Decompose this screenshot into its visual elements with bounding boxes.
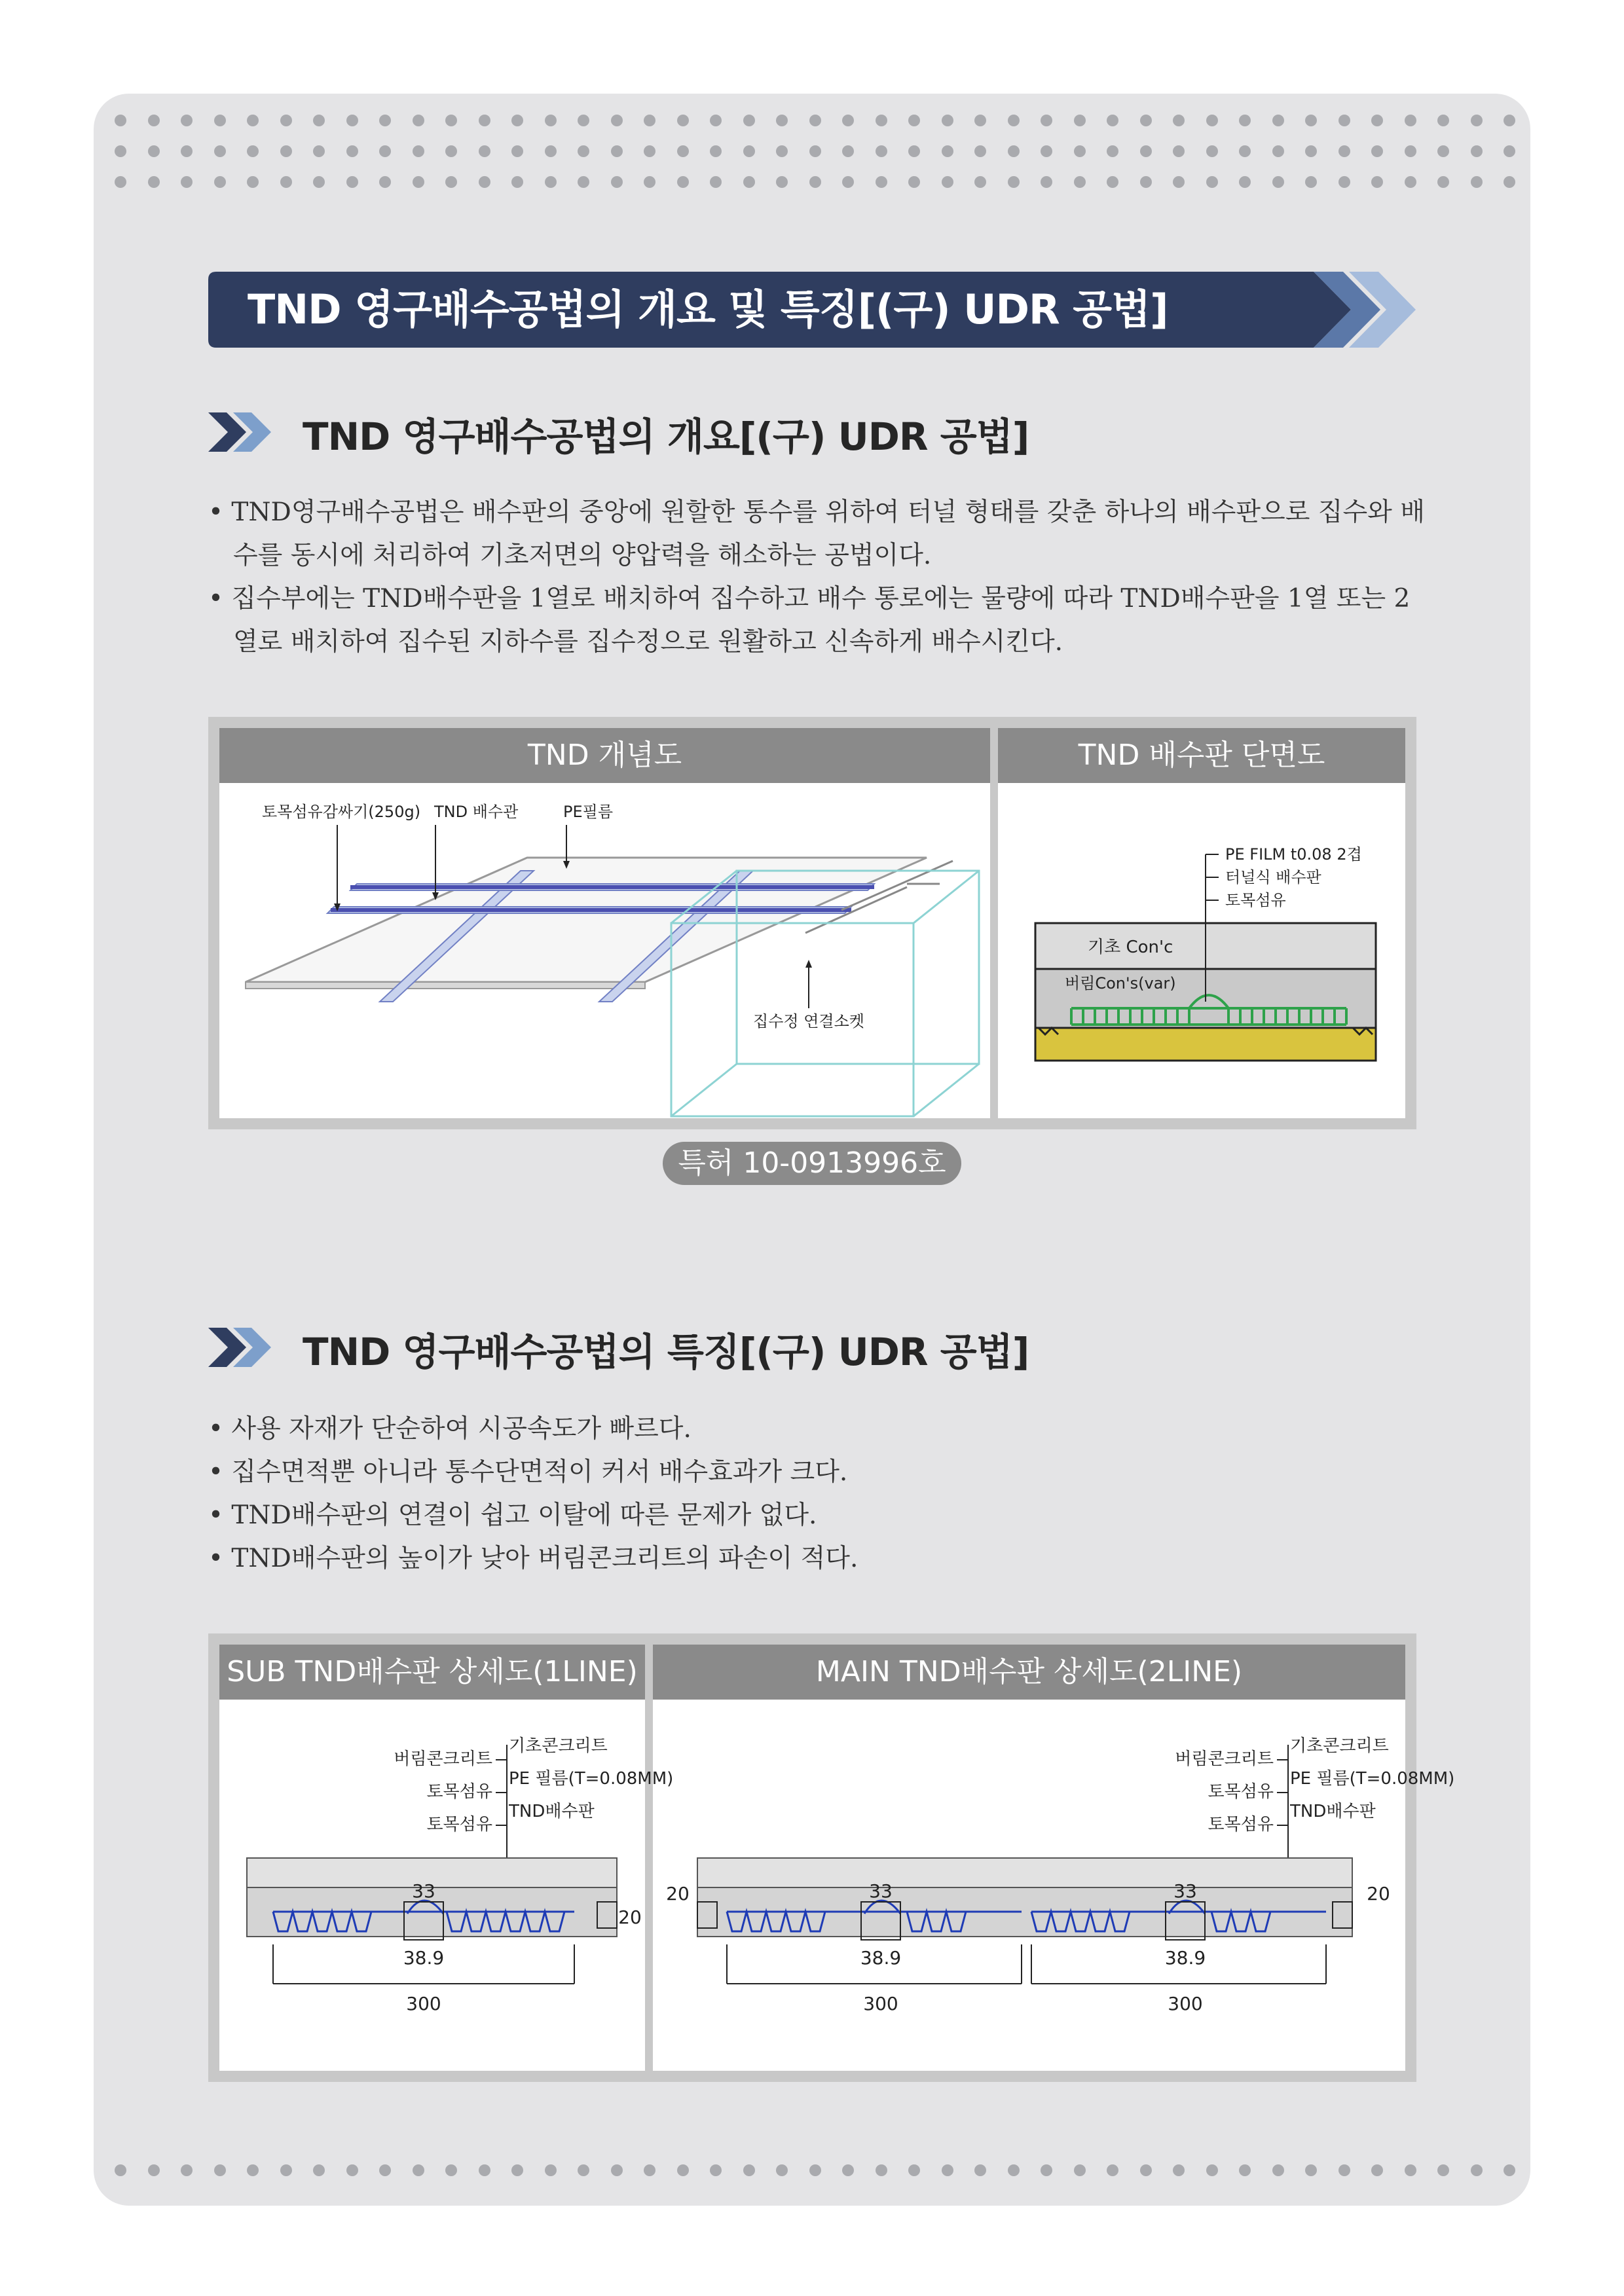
dot [974, 2164, 986, 2176]
sub-dim-20: 20 [618, 1906, 642, 1928]
dot [1504, 115, 1515, 126]
dot [776, 145, 788, 157]
main-label-geo2: 토목섬유 [1208, 1815, 1274, 1834]
dot [346, 176, 358, 188]
chevron-icon [208, 1328, 280, 1367]
dot [942, 145, 953, 157]
dot [1041, 145, 1052, 157]
dot [346, 2164, 358, 2176]
dot [908, 2164, 920, 2176]
dot [181, 2164, 193, 2176]
dot [1239, 2164, 1251, 2176]
dot [1041, 115, 1052, 126]
dot [247, 115, 259, 126]
dot [214, 145, 226, 157]
section1-bullet-1: • TND영구배수공법은 배수판의 중앙에 원할한 통수를 위하여 터널 형태를 갖춘 하나의 배수판으로 집수와 배수를 동시에 처리하여 기초저면의 양압력을 해소하는 공법이다. [208, 498, 1425, 570]
dot [545, 2164, 557, 2176]
dot [1437, 145, 1449, 157]
dot [1173, 115, 1185, 126]
dot [1074, 115, 1086, 126]
dot [280, 176, 292, 188]
dot [942, 176, 953, 188]
dot [1074, 145, 1086, 157]
dot [644, 145, 655, 157]
dot [479, 145, 490, 157]
dot [413, 2164, 424, 2176]
dot [115, 176, 126, 188]
dot [1471, 145, 1483, 157]
dot [1305, 2164, 1317, 2176]
dot [1074, 2164, 1086, 2176]
dot [379, 145, 391, 157]
dot [809, 115, 821, 126]
dot [1305, 145, 1317, 157]
dot [974, 115, 986, 126]
dot [908, 115, 920, 126]
dot [776, 176, 788, 188]
sub-label-lean: 버림콘크리트 [394, 1749, 492, 1769]
dot [1338, 115, 1350, 126]
main-label-board: TND배수판 [1290, 1802, 1376, 1821]
section1-title: TND 영구배수공법의 개요[(구) UDR 공법] [303, 414, 1029, 459]
section-header: TND 배수판 단면도 [998, 728, 1405, 783]
dot [611, 115, 623, 126]
dot [479, 115, 490, 126]
main-label-lean: 버림콘크리트 [1175, 1749, 1274, 1769]
label-pe-film: PE필름 [563, 803, 614, 821]
dot [578, 115, 589, 126]
dot [148, 145, 160, 157]
dot [611, 2164, 623, 2176]
dot [1107, 2164, 1118, 2176]
dot [214, 2164, 226, 2176]
dot [743, 2164, 755, 2176]
dot [776, 2164, 788, 2176]
main-detail-drawing [661, 1728, 1455, 2043]
dot [1338, 145, 1350, 157]
dot [1008, 115, 1020, 126]
dot [148, 2164, 160, 2176]
dot [611, 145, 623, 157]
dot [1405, 145, 1416, 157]
main-detail-header: MAIN TND배수판 상세도(2LINE) [653, 1645, 1405, 1700]
dot [379, 2164, 391, 2176]
dot [346, 145, 358, 157]
dot [710, 115, 722, 126]
dot [181, 176, 193, 188]
dot [578, 145, 589, 157]
dot [346, 115, 358, 126]
dot [842, 145, 854, 157]
dot [511, 145, 523, 157]
dot [842, 2164, 854, 2176]
section2-bullet-4: • TND배수판의 높이가 낮아 버림콘크리트의 파손이 적다. [208, 1544, 858, 1573]
main-dim-300-right: 300 [1168, 1993, 1203, 2014]
sub-dim-33: 33 [412, 1880, 435, 1902]
dot [809, 145, 821, 157]
dot [1140, 145, 1152, 157]
dot [1008, 176, 1020, 188]
dot [1471, 176, 1483, 188]
section2-title: TND 영구배수공법의 특징[(구) UDR 공법] [303, 1330, 1029, 1374]
dot [1107, 176, 1118, 188]
dot [908, 145, 920, 157]
main-dim-20-left: 20 [666, 1883, 690, 1904]
dot [1437, 2164, 1449, 2176]
dot [313, 145, 325, 157]
dot [908, 176, 920, 188]
dot [776, 115, 788, 126]
dot [710, 145, 722, 157]
dot [1107, 145, 1118, 157]
dot [1206, 2164, 1218, 2176]
dot [710, 2164, 722, 2176]
top-dot-pattern [115, 115, 1537, 207]
patent-badge: 특허 10-0913996호 [663, 1142, 961, 1185]
dot [677, 176, 689, 188]
dot [280, 145, 292, 157]
label-pe-film-section: PE FILM t0.08 2겹 [1225, 845, 1362, 864]
dot [974, 176, 986, 188]
dot [1272, 2164, 1284, 2176]
main-label-pe: PE 필름(T=0.08MM) [1290, 1769, 1455, 1789]
dot [1008, 2164, 1020, 2176]
dot [1405, 176, 1416, 188]
dot [842, 176, 854, 188]
dot [247, 145, 259, 157]
main-label-foundation: 기초콘크리트 [1290, 1736, 1389, 1756]
dot [1206, 145, 1218, 157]
sub-detail-header: SUB TND배수판 상세도(1LINE) [219, 1645, 645, 1700]
dot [1239, 145, 1251, 157]
label-geotextile-section: 토목섬유 [1225, 891, 1286, 909]
sub-dim-300: 300 [406, 1993, 441, 2014]
label-socket: 집수정 연결소켓 [753, 1012, 864, 1030]
label-lean-concrete: 버림Con's(var) [1065, 974, 1176, 993]
main-dim-389-left: 38.9 [860, 1947, 902, 1969]
dot [1371, 115, 1383, 126]
dot [445, 2164, 457, 2176]
dot [743, 176, 755, 188]
dot [942, 115, 953, 126]
dot [1140, 115, 1152, 126]
dot [280, 2164, 292, 2176]
dot [876, 176, 887, 188]
dot [644, 2164, 655, 2176]
concept-diagram [219, 786, 990, 1113]
dot [677, 2164, 689, 2176]
dot [578, 176, 589, 188]
main-dim-300-left: 300 [863, 1993, 898, 2014]
sub-label-geo2: 토목섬유 [426, 1815, 492, 1834]
sub-label-pe: PE 필름(T=0.08MM) [509, 1769, 674, 1789]
dot [214, 115, 226, 126]
dot [379, 176, 391, 188]
dot [1173, 176, 1185, 188]
dot [115, 2164, 126, 2176]
dot [1471, 2164, 1483, 2176]
dot [1239, 176, 1251, 188]
dot [1041, 176, 1052, 188]
dot [479, 2164, 490, 2176]
sub-label-foundation: 기초콘크리트 [509, 1736, 608, 1756]
dot [511, 2164, 523, 2176]
dot [809, 2164, 821, 2176]
dot [1471, 115, 1483, 126]
dot [445, 176, 457, 188]
dot [1371, 145, 1383, 157]
dot [1305, 115, 1317, 126]
dot [644, 176, 655, 188]
dot [1173, 145, 1185, 157]
dot [743, 145, 755, 157]
dot [1239, 115, 1251, 126]
dot [1437, 176, 1449, 188]
dot [1272, 115, 1284, 126]
section1-body [208, 491, 1426, 664]
dot [313, 115, 325, 126]
dot [214, 176, 226, 188]
main-label-geo1: 토목섬유 [1208, 1782, 1274, 1802]
section2-bullet-3: • TND배수판의 연결이 쉽고 이탈에 따른 문제가 없다. [208, 1501, 817, 1530]
dot [413, 145, 424, 157]
dot [1041, 2164, 1052, 2176]
label-tunnel-board: 터널식 배수판 [1225, 868, 1321, 886]
dot [1140, 2164, 1152, 2176]
dot [876, 145, 887, 157]
dot [545, 176, 557, 188]
dot [1272, 176, 1284, 188]
dot [644, 115, 655, 126]
dot [181, 145, 193, 157]
dot [313, 176, 325, 188]
dot [743, 115, 755, 126]
dot [710, 176, 722, 188]
dot [511, 115, 523, 126]
dot [1107, 115, 1118, 126]
dot [115, 115, 126, 126]
dot [413, 115, 424, 126]
dot [942, 2164, 953, 2176]
dot [578, 2164, 589, 2176]
label-pipe: TND 배수관 [434, 803, 519, 821]
dot [1338, 176, 1350, 188]
dot [148, 115, 160, 126]
dot [545, 115, 557, 126]
dot [1206, 115, 1218, 126]
dot [1173, 2164, 1185, 2176]
chevron-icon [208, 412, 280, 452]
dot [1074, 176, 1086, 188]
dot [1272, 145, 1284, 157]
dot [148, 176, 160, 188]
main-dim-33-left: 33 [869, 1880, 893, 1902]
dot [677, 145, 689, 157]
dot [181, 115, 193, 126]
section2-bullet-2: • 집수면적뿐 아니라 통수단면적이 커서 배수효과가 크다. [208, 1457, 848, 1487]
dot [809, 176, 821, 188]
concept-header: TND 개념도 [219, 728, 990, 783]
dot [511, 176, 523, 188]
dot [876, 115, 887, 126]
dot [1371, 176, 1383, 188]
dot [611, 176, 623, 188]
dot [1008, 145, 1020, 157]
main-dim-20-right: 20 [1367, 1883, 1390, 1904]
sub-dim-389: 38.9 [403, 1947, 445, 1969]
dot [1206, 176, 1218, 188]
dot [974, 145, 986, 157]
main-dim-33-right: 33 [1173, 1880, 1197, 1902]
dot [876, 2164, 887, 2176]
dot [1405, 2164, 1416, 2176]
dot [1504, 176, 1515, 188]
dot [1140, 176, 1152, 188]
sub-label-geo1: 토목섬유 [426, 1782, 492, 1802]
dot [247, 2164, 259, 2176]
dot [280, 115, 292, 126]
dot [1338, 2164, 1350, 2176]
dot [545, 145, 557, 157]
label-foundation: 기초 Con'c [1088, 938, 1173, 957]
dot [677, 115, 689, 126]
dot [1504, 2164, 1515, 2176]
section2-bullet-1: • 사용 자재가 단순하여 시공속도가 빠르다. [208, 1414, 692, 1444]
section-diagram [1009, 786, 1415, 1113]
dot [1305, 176, 1317, 188]
dot [247, 176, 259, 188]
dot [445, 145, 457, 157]
dot [313, 2164, 325, 2176]
dot [1437, 115, 1449, 126]
dot [1371, 2164, 1383, 2176]
sub-detail-drawing [231, 1728, 674, 2043]
section2-body [208, 1408, 1426, 1580]
dot [1405, 115, 1416, 126]
dot [379, 115, 391, 126]
dot [479, 176, 490, 188]
dot [1504, 145, 1515, 157]
main-dim-389-right: 38.9 [1164, 1947, 1206, 1969]
dot [842, 115, 854, 126]
bottom-dot-pattern [115, 2164, 1537, 2195]
banner-title: TND 영구배수공법의 개요 및 특징[(구) UDR 공법] [248, 285, 1168, 333]
dot [115, 145, 126, 157]
dot [445, 115, 457, 126]
label-geotextile: 토목섬유감싸기(250g) [262, 803, 421, 821]
section1-bullet-2: • 집수부에는 TND배수판을 1열로 배치하여 집수하고 배수 통로에는 물량에 따라 TND배수판을 1열 또는 2열로 배치하여 집수된 지하수를 집수정으로 원활하고 신속하게 배수시킨다. [208, 584, 1411, 657]
dot [413, 176, 424, 188]
sub-label-board: TND배수판 [509, 1802, 595, 1821]
